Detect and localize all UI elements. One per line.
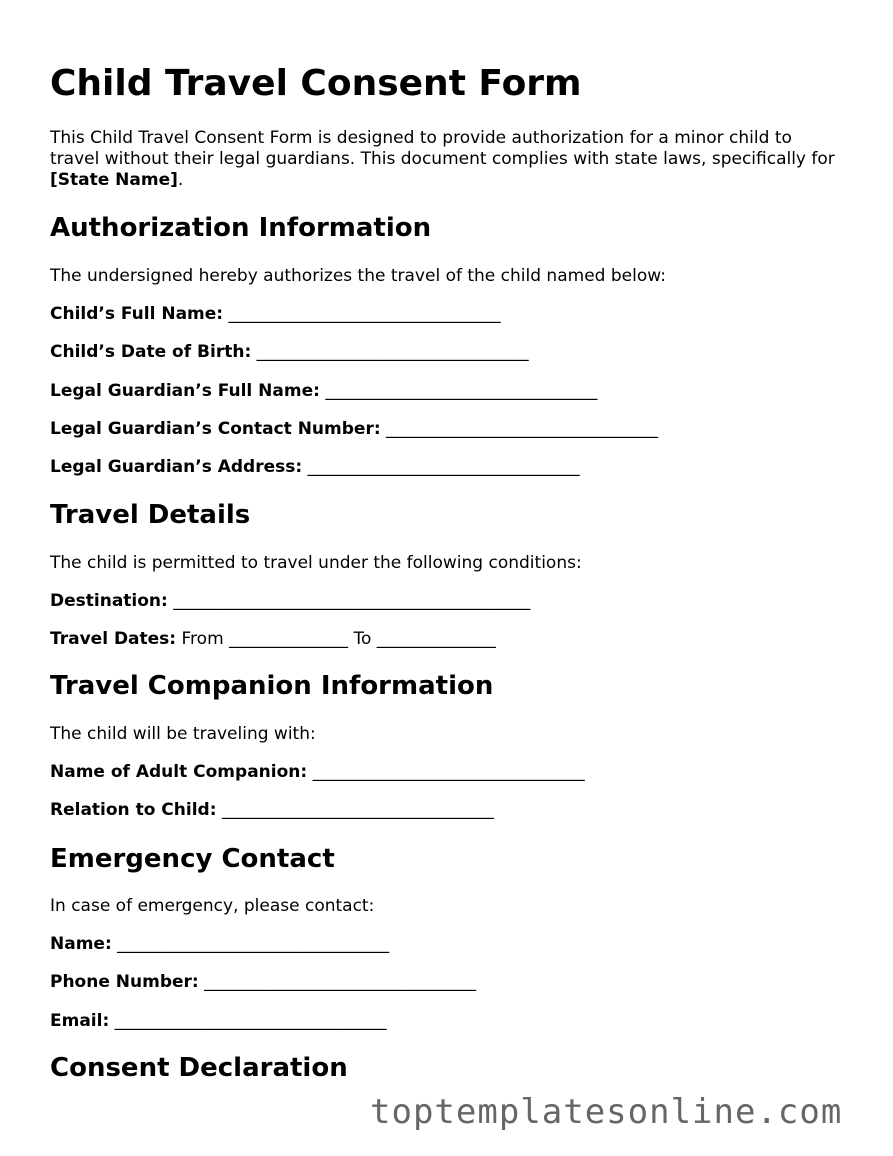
field-label: Name: bbox=[50, 934, 112, 954]
authorization-intro: The undersigned hereby authorizes the travel of the child named below: bbox=[50, 266, 666, 286]
field-relation-to-child[interactable] bbox=[50, 799, 494, 821]
field-childs-full-name[interactable] bbox=[50, 303, 501, 325]
emergency-intro: In case of emergency, please contact: bbox=[50, 896, 375, 916]
to-blank-line[interactable]: ______________ bbox=[376, 629, 496, 649]
state-name-placeholder: [State Name] bbox=[50, 170, 178, 190]
companion-intro: The child will be traveling with: bbox=[50, 724, 316, 744]
field-label: Phone Number: bbox=[50, 972, 199, 992]
blank-line[interactable]: ________________________________ bbox=[325, 381, 598, 401]
blank-line[interactable]: ________________________________ bbox=[307, 457, 580, 477]
field-emergency-name[interactable] bbox=[50, 933, 389, 955]
to-label: To bbox=[353, 629, 372, 649]
emergency-heading: Emergency Contact bbox=[50, 844, 335, 874]
field-label: Relation to Child: bbox=[50, 800, 217, 820]
field-destination[interactable] bbox=[50, 590, 530, 612]
intro-paragraph bbox=[50, 128, 840, 191]
authorization-heading: Authorization Information bbox=[50, 213, 432, 243]
field-travel-dates[interactable] bbox=[50, 628, 496, 650]
field-guardian-address[interactable] bbox=[50, 456, 580, 478]
watermark: toptemplatesonline.com bbox=[370, 1092, 843, 1132]
field-label: Child’s Full Name: bbox=[50, 304, 224, 324]
blank-line[interactable]: ________________________________ bbox=[256, 342, 529, 362]
field-emergency-email[interactable] bbox=[50, 1010, 387, 1032]
blank-line[interactable]: ________________________________ bbox=[312, 762, 585, 782]
field-label: Destination: bbox=[50, 591, 168, 611]
travel-details-heading: Travel Details bbox=[50, 500, 251, 530]
field-label: Travel Dates: bbox=[50, 629, 177, 649]
travel-details-intro: The child is permitted to travel under the following conditions: bbox=[50, 553, 582, 573]
intro-text: This Child Travel Consent Form is designed to provide authorization for a minor child to travel without their legal guardians. This document complies with state laws, specifically for bbox=[50, 128, 835, 169]
field-label: Legal Guardian’s Full Name: bbox=[50, 381, 320, 401]
blank-line[interactable]: ________________________________ bbox=[204, 972, 477, 992]
consent-heading: Consent Declaration bbox=[50, 1053, 348, 1083]
field-emergency-phone[interactable] bbox=[50, 971, 476, 993]
field-guardian-contact-number[interactable] bbox=[50, 418, 658, 440]
blank-line[interactable]: ________________________________ bbox=[117, 934, 390, 954]
blank-line[interactable]: ________________________________ bbox=[386, 419, 659, 439]
field-adult-companion-name[interactable] bbox=[50, 761, 585, 783]
blank-line[interactable]: ________________________________ bbox=[114, 1011, 387, 1031]
field-label: Legal Guardian’s Address: bbox=[50, 457, 303, 477]
field-childs-date-of-birth[interactable] bbox=[50, 341, 529, 363]
blank-line[interactable]: ________________________________ bbox=[228, 304, 501, 324]
field-label: Name of Adult Companion: bbox=[50, 762, 308, 782]
intro-text-end: . bbox=[177, 170, 184, 190]
companion-heading: Travel Companion Information bbox=[50, 671, 494, 701]
from-blank-line[interactable]: ______________ bbox=[229, 629, 349, 649]
field-label: Email: bbox=[50, 1011, 110, 1031]
field-label: Legal Guardian’s Contact Number: bbox=[50, 419, 381, 439]
from-label: From bbox=[181, 629, 224, 649]
field-guardian-full-name[interactable] bbox=[50, 380, 597, 402]
page-title: Child Travel Consent Form bbox=[50, 63, 582, 104]
field-label: Child’s Date of Birth: bbox=[50, 342, 252, 362]
blank-line[interactable]: __________________________________________ bbox=[173, 591, 531, 611]
blank-line[interactable]: ________________________________ bbox=[221, 800, 494, 820]
